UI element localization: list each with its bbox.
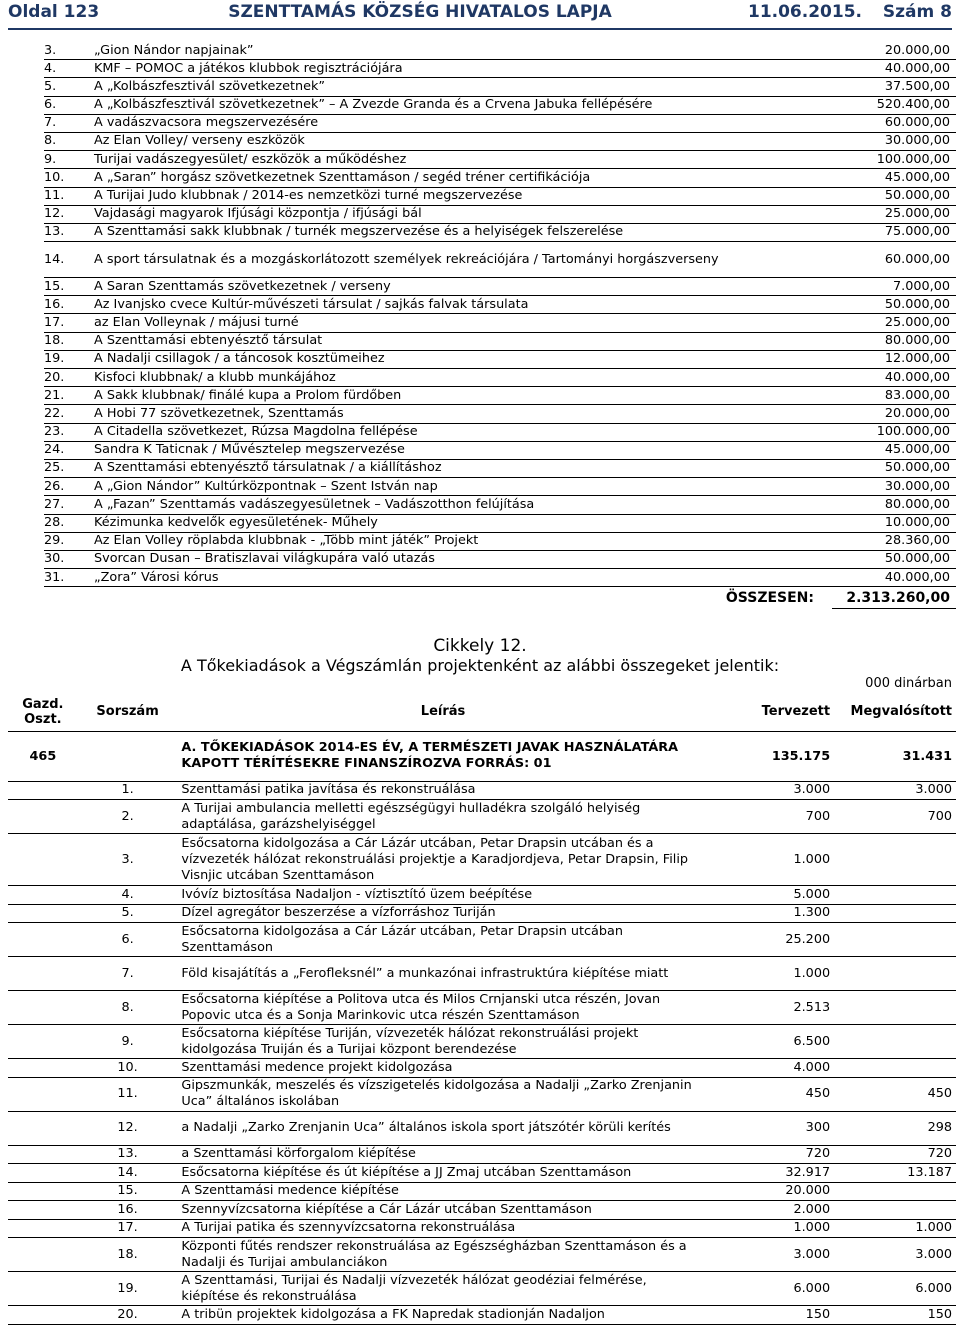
list-item-number: 13. [44,224,65,240]
row-planned: 32.917 [709,1164,834,1183]
header-desc: Leírás [177,693,708,731]
table-row [8,1272,956,1306]
table-row [8,991,956,1025]
table-row [8,923,956,957]
list-item-description: A „Saran” horgász szövetkezetnek Szenttamáson / segéd tréner certifikációja [94,169,591,185]
list-item-amount: 30.000,00 [884,478,950,494]
row-desc: Esőcsatorna kiépítése a Politova utca és Milos Crnjanski utca részén, Jovan Popovic utca és a Sonja Marinkovic utca részén Szenttamáson [177,991,708,1025]
list-item-amount: 20.000,00 [884,405,950,421]
row-desc: Esőcsatorna kidolgozása a Cár Lázár utcában, Petar Drapsin utcában és a vízvezeték hálózat rekonstruálási projektje a Karadjordjeva, Petar Drapsin, Filip Visnjic utcában Szenttamáson [177,834,708,886]
row-num: 13. [78,1145,178,1164]
list-item-amount: 25.000,00 [884,314,950,330]
list-item-description: Az Elan Volley/ verseny eszközök [94,133,305,149]
row-desc: Szenttamási medence projekt kidolgozása [177,1059,708,1078]
row-desc: Esőcsatorna kiépítése és út kiépítése a JJ Zmaj utcában Szenttamáson [177,1164,708,1183]
section-econ: 465 [8,731,78,781]
list-item [44,115,956,133]
list-item-amount: 10.000,00 [884,515,950,530]
list-item [44,424,956,442]
row-econ [8,1238,78,1272]
list-item-amount: 60.000,00 [884,251,950,267]
list-item-number: 21. [44,387,65,403]
article-title: Cikkely 12. [433,636,527,656]
row-realized [834,957,956,991]
list-item-description: „Zora” Városi kórus [94,569,219,585]
list-item [44,242,956,278]
list-item-description: KMF – POMOC a játékos klubbok regisztrációjára [94,60,403,76]
row-num: 18. [78,1238,178,1272]
list-item-number: 4. [44,60,57,76]
row-econ [8,1025,78,1059]
row-desc: A Turijai patika és szennyvízcsatorna rekonstruálása [177,1219,708,1238]
row-num: 7. [78,957,178,991]
list-item-description: Az Ivanjsko cvece Kultúr-művészeti társulat / sajkás falvak társulata [94,296,529,312]
total-label: ÖSSZESEN: [725,590,814,607]
row-econ [8,957,78,991]
table-row [8,1182,956,1201]
list-item-number: 26. [44,478,65,494]
list-item [44,278,956,296]
table-row [8,957,956,991]
row-realized: 1.000 [834,1219,956,1238]
list-item-amount: 50.000,00 [884,188,950,203]
row-planned: 1.000 [709,834,834,886]
row-planned: 4.000 [709,1059,834,1078]
unit-note: 000 dinárban [865,676,952,691]
row-econ [8,1201,78,1220]
row-econ [8,1145,78,1164]
list-item [44,97,956,115]
table-row [8,1164,956,1183]
row-desc: A Szenttamási medence kiépítése [177,1182,708,1201]
row-desc: A Szenttamási, Turijai és Nadalji vízvezeték hálózat geodéziai felmérése, kiépítése és rekonstruálása [177,1272,708,1306]
list-item-description: A Sakk klubbnak/ finálé kupa a Prolom fürdőben [94,387,402,403]
row-econ [8,904,78,923]
list-item-number: 19. [44,351,65,367]
grant-list [44,42,956,609]
row-planned: 3.000 [709,1238,834,1272]
table-row [8,1077,956,1111]
list-item-description: A „Kolbászfesztivál szövetkezetnek” [94,78,325,94]
row-econ [8,834,78,886]
list-item-amount: 7.000,00 [893,278,950,294]
row-desc: Központi fűtés rendszer rekonstruálása az Egészségházban Szenttamáson és a Nadalji és Turijai ambulanciákon [177,1238,708,1272]
total-value: 2.313.260,00 [832,587,956,609]
list-item-description: A Szenttamási ebtenyésztő társulat [94,333,323,349]
row-planned: 25.200 [709,923,834,957]
list-item-number: 18. [44,333,65,349]
row-num: 5. [78,904,178,923]
row-desc: Esőcsatorna kidolgozása a Cár Lázár utcában, Petar Drapsin utcában Szenttamáson [177,923,708,957]
row-desc: A tribün projektek kidolgozása a FK Napredak stadionján Nadaljon [177,1306,708,1325]
list-item [44,442,956,460]
list-item-description: A Szenttamási sakk klubbnak / turnék megszervezése és a helyiségek felszerelése [94,224,624,240]
table-row [8,886,956,905]
list-item-description: „Gion Nándor napjainak” [94,42,254,58]
section-row [8,731,956,781]
list-item-number: 15. [44,278,65,294]
list-item-description: az Elan Volleynak / májusi turné [94,314,299,330]
list-item [44,133,956,151]
list-item-description: A „Kolbászfesztivál szövetkezetnek” – A Zvezde Granda és a Crvena Jabuka fellépésére [94,97,653,113]
list-item [44,496,956,514]
row-desc: a Szenttamási körforgalom kiépítése [177,1145,708,1164]
row-num: 16. [78,1201,178,1220]
list-item [44,478,956,496]
list-item [44,169,956,187]
row-realized [834,834,956,886]
capital-expenditure-table [8,693,956,1325]
table-row [8,1306,956,1325]
list-item-number: 16. [44,296,65,312]
list-item-description: Vajdasági magyarok Ifjúsági központja / ifjúsági bál [94,206,422,222]
list-item [44,78,956,96]
row-desc: Esőcsatorna kiépítése Turiján, vízvezeték hálózat rekonstruálási projekt kidolgozása Truiján és a Turijai központ berendezése [177,1025,708,1059]
row-realized: 3.000 [834,1238,956,1272]
list-item [44,314,956,332]
list-item [44,369,956,387]
list-item-number: 17. [44,314,65,330]
publication-title: SZENTTAMÁS KÖZSÉG HIVATALOS LAPJA [228,2,612,22]
row-planned: 450 [709,1077,834,1111]
list-item-amount: 75.000,00 [884,224,950,240]
list-item-number: 28. [44,515,65,530]
list-item [44,206,956,224]
row-planned: 20.000 [709,1182,834,1201]
table-row [8,904,956,923]
row-num: 12. [78,1111,178,1145]
list-item-description: Kézimunka kedvelők egyesületének- Műhely [94,515,378,530]
row-num: 6. [78,923,178,957]
row-econ [8,1306,78,1325]
issue-number: Szám 8 [882,2,952,22]
list-item-amount: 50.000,00 [884,460,950,476]
row-desc: Föld kisajátítás a „Ferofleksnél” a munkazónai infrastruktúra kiépítése miatt [177,957,708,991]
row-desc: Gipszmunkák, meszelés és vízszigetelés kidolgozása a Nadalji „Zarko Zrenjanin Uca” általános iskolában [177,1077,708,1111]
list-item-number: 30. [44,551,65,567]
row-realized [834,886,956,905]
list-item-description: Turijai vadászegyesület/ eszközök a működéshez [94,151,407,167]
row-realized [834,1201,956,1220]
row-num: 2. [78,800,178,834]
table-row [8,1219,956,1238]
list-item-number: 23. [44,424,65,440]
list-item-number: 22. [44,405,65,421]
list-item-description: A Szenttamási ebtenyésztő társulatnak / a kiállításhoz [94,460,442,476]
section-realized: 31.431 [834,731,956,781]
row-num: 17. [78,1219,178,1238]
row-planned: 5.000 [709,886,834,905]
list-item-amount: 45.000,00 [884,442,950,458]
row-planned: 700 [709,800,834,834]
list-item-number: 14. [44,251,65,267]
row-planned: 1.300 [709,904,834,923]
list-item [44,60,956,78]
table-row [8,1201,956,1220]
row-econ [8,800,78,834]
table-row [8,1025,956,1059]
row-econ [8,923,78,957]
list-item-number: 25. [44,460,65,476]
row-planned: 2.513 [709,991,834,1025]
row-realized: 13.187 [834,1164,956,1183]
row-planned: 2.000 [709,1201,834,1220]
row-desc: Szennyvízcsatorna kiépítése a Cár Lázár utcában Szenttamáson [177,1201,708,1220]
row-planned: 300 [709,1111,834,1145]
row-num: 4. [78,886,178,905]
list-item-amount: 40.000,00 [884,569,950,585]
list-item-number: 20. [44,369,65,385]
list-item-description: Kisfoci klubbnak/ a klubb munkájához [94,369,336,385]
list-item [44,551,956,569]
row-econ [8,1219,78,1238]
list-item-amount: 50.000,00 [884,296,950,312]
row-realized: 6.000 [834,1272,956,1306]
row-desc: Dízel agregátor beszerzése a vízforráshoz Turiján [177,904,708,923]
total-row [44,587,956,609]
list-item-number: 11. [44,188,65,203]
list-item-amount: 37.500,00 [884,78,950,94]
row-econ [8,991,78,1025]
row-planned: 1.000 [709,1219,834,1238]
table-row [8,1238,956,1272]
list-item-amount: 100.000,00 [876,424,950,440]
list-item [44,515,956,533]
list-item [44,151,956,169]
list-item-amount: 50.000,00 [884,551,950,567]
list-item-number: 8. [44,133,57,149]
list-item [44,387,956,405]
list-item-number: 5. [44,78,57,94]
row-realized [834,904,956,923]
list-item-amount: 80.000,00 [884,333,950,349]
page-number: Oldal 123 [8,2,100,22]
table-header-row [8,693,956,731]
list-item [44,533,956,551]
row-desc: Szenttamási patika javítása és rekonstruálása [177,781,708,800]
row-realized [834,923,956,957]
row-num: 14. [78,1164,178,1183]
list-item-amount: 30.000,00 [884,133,950,149]
list-item-description: Svorcan Dusan – Bratiszlavai világkupára való utazás [94,551,435,567]
list-item [44,333,956,351]
list-item-amount: 40.000,00 [884,60,950,76]
header-planned: Tervezett [709,693,834,731]
row-num: 19. [78,1272,178,1306]
row-num: 15. [78,1182,178,1201]
row-realized [834,1025,956,1059]
row-num: 3. [78,834,178,886]
row-econ [8,781,78,800]
list-item [44,188,956,206]
page-header [8,2,952,30]
row-econ [8,1272,78,1306]
row-desc: A Turijai ambulancia melletti egészségügyi hulladékra szolgáló helyiség adaptálása, garázshelyiséggel [177,800,708,834]
table-row [8,1145,956,1164]
row-realized [834,1182,956,1201]
table-row [8,834,956,886]
list-item-amount: 45.000,00 [884,169,950,185]
header-num: Sorszám [78,693,178,731]
list-item-description: A Saran Szenttamás szövetkezetnek / verseny [94,278,391,294]
table-row [8,781,956,800]
list-item-amount: 100.000,00 [876,151,950,167]
list-item [44,405,956,423]
list-item [44,224,956,242]
row-econ [8,886,78,905]
row-planned: 3.000 [709,781,834,800]
list-item-number: 7. [44,115,57,131]
list-item-number: 27. [44,496,65,512]
row-planned: 6.500 [709,1025,834,1059]
header-econ: Gazd. Oszt. [8,693,78,731]
list-item [44,460,956,478]
list-item-number: 29. [44,533,65,549]
row-realized: 150 [834,1306,956,1325]
row-planned: 720 [709,1145,834,1164]
list-item-amount: 20.000,00 [884,42,950,58]
list-item-number: 3. [44,42,57,58]
list-item-amount: 12.000,00 [884,351,950,367]
row-econ [8,1164,78,1183]
list-item-amount: 83.000,00 [884,387,950,403]
list-item-description: Sandra K Taticnak / Művésztelep megszervezése [94,442,405,458]
table-row [8,800,956,834]
row-planned: 150 [709,1306,834,1325]
list-item-number: 12. [44,206,65,222]
list-item-amount: 60.000,00 [884,115,950,131]
row-num: 20. [78,1306,178,1325]
row-num: 1. [78,781,178,800]
row-realized: 450 [834,1077,956,1111]
list-item [44,569,956,587]
list-item-number: 31. [44,569,65,585]
row-desc: a Nadalji „Zarko Zrenjanin Uca” általános iskola sport játszótér körüli kerítés [177,1111,708,1145]
list-item-description: A Citadella szövetkezet, Rúzsa Magdolna fellépése [94,424,418,440]
row-desc: Ivóvíz biztosítása Nadaljon - víztisztító üzem beépítése [177,886,708,905]
table-row [8,1059,956,1078]
row-realized [834,991,956,1025]
list-item-description: A Turijai Judo klubbnak / 2014-es nemzetközi turné megszervezése [94,188,523,203]
list-item-number: 6. [44,97,57,113]
row-realized: 3.000 [834,781,956,800]
header-realized: Megvalósított [834,693,956,731]
row-num: 11. [78,1077,178,1111]
row-realized: 720 [834,1145,956,1164]
list-item-description: A Nadalji csillagok / a táncosok kosztümeihez [94,351,385,367]
row-num: 10. [78,1059,178,1078]
list-item-description: A „Fazan” Szenttamás vadászegyesületnek – Vadászotthon felújítása [94,496,535,512]
list-item [44,42,956,60]
row-realized [834,1059,956,1078]
row-econ [8,1182,78,1201]
table-row [8,1111,956,1145]
row-realized: 298 [834,1111,956,1145]
issue-date: 11.06.2015. [747,2,862,22]
row-planned: 6.000 [709,1272,834,1306]
row-planned: 1.000 [709,957,834,991]
list-item-number: 10. [44,169,65,185]
article-subtitle: A Tőkekiadások a Végszámlán projektenként az alábbi összegeket jelentik: [180,656,780,675]
list-item-number: 9. [44,151,57,167]
section-planned: 135.175 [709,731,834,781]
row-econ [8,1077,78,1111]
list-item-amount: 80.000,00 [884,496,950,512]
list-item [44,296,956,314]
row-econ [8,1111,78,1145]
list-item-amount: 520.400,00 [876,97,950,113]
list-item-description: A sport társulatnak és a mozgáskorlátozott személyek rekreációjára / Tartományi horgászverseny [94,251,719,267]
row-num: 9. [78,1025,178,1059]
list-item-amount: 40.000,00 [884,369,950,385]
list-item [44,351,956,369]
list-item-amount: 28.360,00 [884,533,950,549]
row-econ [8,1059,78,1078]
section-desc: A. TŐKEKIADÁSOK 2014-ES ÉV, A TERMÉSZETI JAVAK HASZNÁLATÁRA KAPOTT TÉRÍTÉSEKRE FINANSZÍROZVA FORRÁS: 01 [177,731,708,781]
list-item-amount: 25.000,00 [884,206,950,222]
list-item-description: Az Elan Volley röplabda klubbnak - „Több mint játék” Projekt [94,533,479,549]
row-num: 8. [78,991,178,1025]
list-item-number: 24. [44,442,65,458]
list-item-description: A vadászvacsora megszervezésére [94,115,319,131]
list-item-description: A „Gion Nándor” Kultúrközpontnak – Szent István nap [94,478,438,494]
list-item-description: A Hobi 77 szövetkezetnek, Szenttamás [94,405,344,421]
row-realized: 700 [834,800,956,834]
